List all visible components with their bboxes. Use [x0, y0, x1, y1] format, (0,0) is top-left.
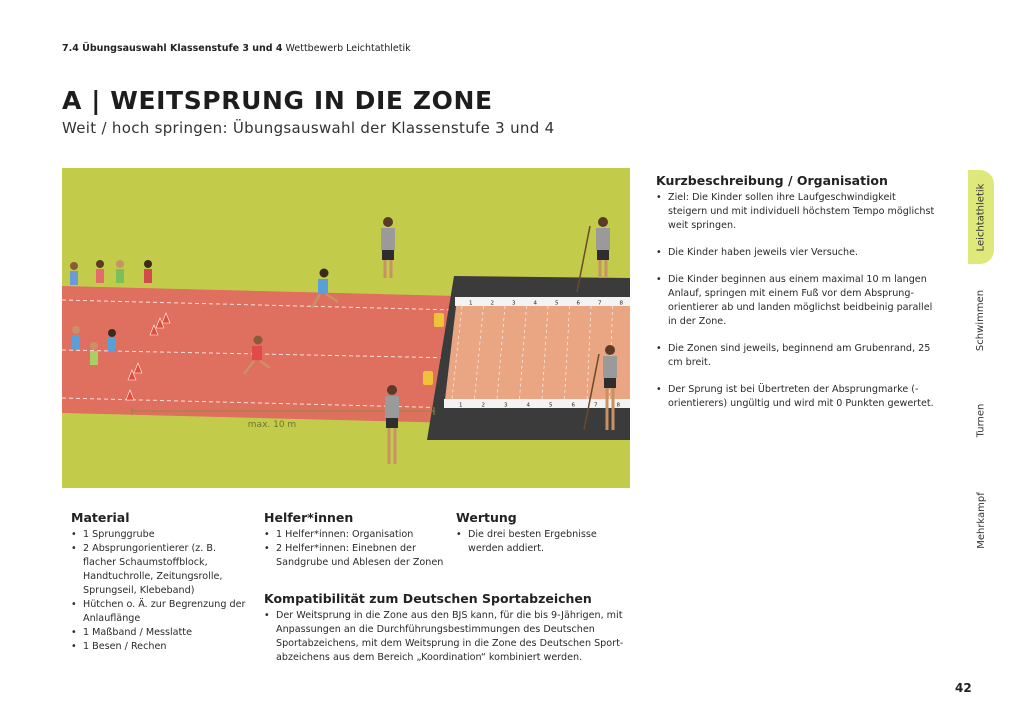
list-item: • Der Sprung ist bei Übertreten der Absprungmarke (-orientierers) ungültig und wird mit 0 Punkten gewertet. — [656, 383, 936, 411]
helpers-heading: Helfer*innen — [264, 510, 354, 525]
page-subtitle: Weit / hoch springen: Übungsauswahl der Klassenstufe 3 und 4 — [62, 119, 555, 137]
list-item: • Ziel: Die Kinder sollen ihre Laufgeschwindigkeit steigern und mit individuell höchstem Tempo möglichst weit springen. — [656, 191, 936, 233]
list-item: • 1 Besen / Rechen — [71, 640, 251, 654]
zone-number-top: 5 — [555, 300, 559, 307]
tab-mehrkampf[interactable] — [968, 480, 994, 560]
measure-strip-bottom — [444, 399, 630, 408]
zone-number-bottom: 3 — [504, 402, 508, 409]
zone-number-top: 7 — [598, 300, 602, 307]
distance-label: max. 10 m — [247, 420, 297, 430]
long-jump-scene — [62, 168, 630, 488]
zone-number-bottom: 6 — [571, 402, 575, 409]
scoring-section — [456, 510, 626, 556]
zone-number-bottom: 8 — [616, 402, 620, 409]
zone-number-bottom: 1 — [459, 402, 463, 409]
tab-label: Schwimmen — [975, 289, 987, 351]
tab-schwimmen[interactable] — [968, 282, 994, 358]
list-item: • Die Kinder haben jeweils vier Versuche. — [656, 246, 936, 260]
list-item: • 1 Helfer*innen: Organisation — [264, 528, 449, 542]
material-section — [71, 510, 251, 654]
description-list — [656, 191, 936, 411]
page-title: A | WEITSPRUNG IN DIE ZONE — [62, 86, 493, 115]
tab-label: Turnen — [975, 403, 987, 437]
list-item: • 1 Maßband / Messlatte — [71, 626, 251, 640]
takeoff-marker — [423, 371, 433, 385]
measure-strip-top — [455, 297, 630, 306]
sand-pit — [444, 298, 630, 408]
tab-leichtathletik[interactable] — [968, 170, 994, 264]
material-list — [71, 528, 251, 654]
breadcrumb — [62, 43, 411, 54]
compatibility-heading: Kompatibilität zum Deutschen Sportabzeichen — [264, 591, 592, 606]
description-section — [656, 173, 936, 424]
breadcrumb-section: Wettbewerb Leichtathletik — [282, 43, 411, 54]
scoring-list — [456, 528, 626, 556]
list-item: • 1 Sprunggrube — [71, 528, 251, 542]
list-item: • 2 Absprungorientierer (z. B. flacher Schaumstoffblock, Handtuchrolle, Zeitungsrolle, Sprungseil, Klebeband) — [71, 542, 251, 598]
long-jump-illustration — [62, 168, 630, 488]
zone-number-top: 2 — [490, 300, 494, 307]
list-item: • Die Kinder beginnen aus einem maximal 10 m langen Anlauf, springen mit einem Fuß vor dem Absprungorientierer ab und landen möglichst beidbeinig parallel in der Zone. — [656, 273, 936, 329]
zone-number-top: 6 — [576, 300, 580, 307]
page-number: 42 — [955, 681, 972, 695]
zone-number-bottom: 5 — [549, 402, 553, 409]
takeoff-marker — [434, 313, 444, 327]
zone-number-bottom: 2 — [481, 402, 485, 409]
helpers-list — [264, 528, 449, 570]
zone-number-top: 1 — [469, 300, 473, 307]
scoring-heading: Wertung — [456, 510, 517, 525]
chapter-tabs — [968, 170, 994, 570]
zone-number-top: 4 — [533, 300, 537, 307]
list-item: • Hütchen o. Ä. zur Begrenzung der Anlauflänge — [71, 598, 251, 626]
helpers-section — [264, 510, 449, 570]
material-heading: Material — [71, 510, 130, 525]
list-item: • Der Weitsprung in die Zone aus den BJS kann, für die bis 9-Jährigen, mit Anpassungen an die Durchführungsbestimmungen des Deutschen Sportabzeichens, mit dem Weitsprung in die Zone des Deutschen Sportabzeichens aus dem Bereich „Koordination“ kombiniert werden. — [264, 609, 624, 665]
description-heading: Kurzbeschreibung / Organisation — [656, 173, 888, 188]
breadcrumb-chapter: 7.4 Übungsauswahl Klassenstufe 3 und 4 — [62, 43, 283, 54]
zone-number-top: 8 — [619, 300, 623, 307]
zone-number-bottom: 4 — [526, 402, 530, 409]
compatibility-list — [264, 609, 624, 665]
tab-label: Leichtathletik — [975, 183, 987, 251]
compatibility-section — [264, 591, 624, 665]
list-item: • 2 Helfer*innen: Einebnen der Sandgrube und Ablesen der Zonen — [264, 542, 449, 570]
zone-number-bottom: 7 — [594, 402, 598, 409]
list-item: • Die Zonen sind jeweils, beginnend am Grubenrand, 25 cm breit. — [656, 342, 936, 370]
tab-turnen[interactable] — [968, 392, 994, 448]
tab-label: Mehrkampf — [975, 491, 987, 549]
list-item: • Die drei besten Ergebnisse werden addiert. — [456, 528, 626, 556]
zone-number-top: 3 — [512, 300, 516, 307]
